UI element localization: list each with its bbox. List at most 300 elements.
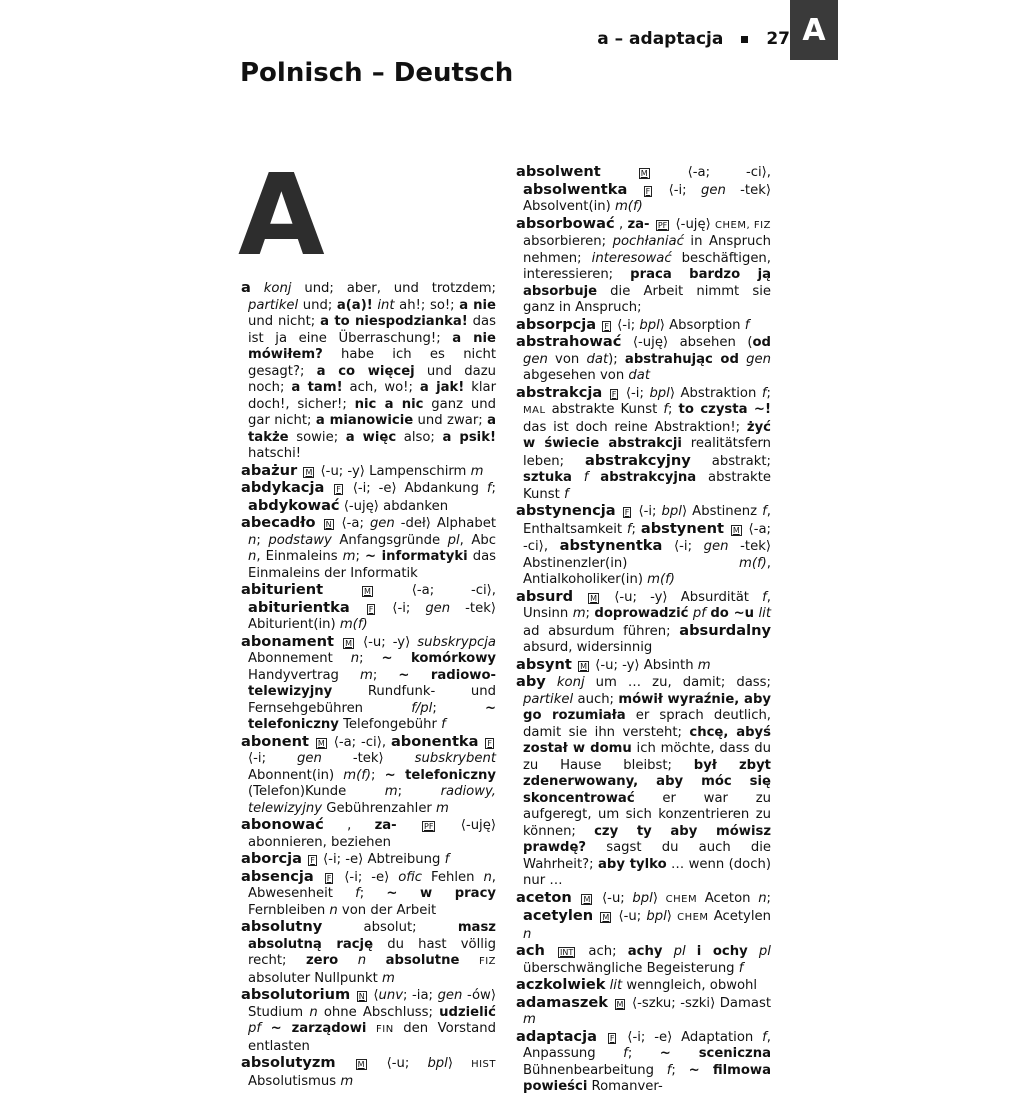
- gender-label: F: [336, 485, 341, 494]
- grammar-note: m: [436, 800, 449, 816]
- grammar-note: bpl: [639, 317, 660, 333]
- definition-text: die Arbeit nimmt sie ganz in Anspruch;: [523, 283, 771, 315]
- dictionary-entry: [516, 1029, 771, 1096]
- grammar-note: f: [626, 521, 632, 537]
- grammar-note: pl: [447, 532, 460, 548]
- definition-text: du hast völlig recht;: [248, 936, 496, 968]
- sub-headword: absolwentka: [523, 180, 628, 198]
- definition-text: ;: [359, 651, 382, 666]
- definition-text: [627, 183, 641, 198]
- definition-text: , Antialkoholiker(in): [523, 555, 771, 587]
- definition-text: das ist ja eine Überraschung!;: [248, 314, 496, 346]
- sub-headword: abstrakcyjny: [585, 451, 691, 469]
- page-title: Polnisch – Deutsch: [240, 58, 514, 88]
- dictionary-entry: [241, 480, 496, 515]
- definition-text: ⟨-uję⟩ absehen (: [632, 335, 753, 350]
- definition-text: ⟨-uję⟩ abonnieren, beziehen: [248, 818, 496, 850]
- grammar-note: gen: [297, 751, 322, 766]
- headword: ach: [516, 942, 545, 959]
- phrase: a także: [248, 413, 496, 445]
- definition-text: ⟨-i;: [377, 600, 426, 616]
- gender-label: F: [326, 873, 332, 883]
- grammar-note: bpl: [649, 385, 670, 401]
- phrase: ~ telefoniczny: [384, 767, 497, 783]
- phrase: mówił wyraźnie, aby go rozumiała: [523, 691, 771, 723]
- definition-text: ⟨-u;: [594, 890, 633, 906]
- definition-text: absoluter Nullpunkt: [248, 970, 382, 986]
- grammar-note: pl: [673, 944, 686, 959]
- definition-text: [593, 909, 598, 924]
- phrase: a nie mówiłem?: [248, 330, 497, 362]
- phrase: praca bardzo ją absorbuje: [523, 267, 772, 299]
- definition-text: ⟨-i; -e⟩: [335, 869, 399, 885]
- grammar-note: f: [563, 486, 569, 502]
- definition-text: ; -ia;: [403, 988, 438, 1003]
- definition-text: ⟨-u;: [368, 1056, 428, 1071]
- phrase: za-: [627, 216, 650, 232]
- grammar-note: m(f): [343, 767, 372, 783]
- definition-text: Bühnenbearbeitung: [523, 1062, 667, 1078]
- dictionary-entry: [516, 674, 771, 890]
- definition-text: absurd, widersinnig: [523, 640, 653, 655]
- gender-label: INT: [560, 948, 574, 957]
- grammar-note: m(f): [739, 555, 767, 571]
- headword: absencja: [241, 867, 314, 885]
- definition-text: Handyvertrag: [248, 667, 360, 683]
- definition-text: [478, 735, 483, 750]
- definition-text: abstrakte Kunst: [545, 402, 664, 417]
- phrase: a co więcej: [316, 363, 415, 379]
- definition-text: Romanver-: [587, 1079, 663, 1094]
- grammar-note: m: [340, 1073, 354, 1089]
- definition-text: ohne Abschluss;: [317, 1004, 440, 1020]
- dictionary-entry: [241, 817, 496, 851]
- definition-text: ⟨-a; -ci⟩,: [651, 165, 771, 180]
- headword: absurd: [516, 587, 574, 605]
- phrase: a nie: [459, 297, 496, 313]
- phrase: a(a)!: [336, 297, 373, 313]
- grammar-note: bpl: [632, 890, 653, 906]
- gender-label: PF: [657, 220, 668, 230]
- headword: absolutorium: [241, 986, 351, 1003]
- dictionary-entry: [241, 1055, 496, 1090]
- definition-text: ad absurdum führen;: [523, 623, 680, 639]
- page-number: 27: [766, 29, 790, 49]
- grammar-note: ofic: [398, 869, 423, 885]
- definition-text: ⟨-u; -y⟩: [355, 634, 418, 650]
- phrase: abstrakcyjna: [600, 470, 697, 485]
- definition-text: ⟨-i; -e⟩ Adaptation: [618, 1029, 763, 1045]
- definition-text: den Vorstand entlasten: [248, 1021, 496, 1054]
- definition-text: ⟩ Absorption: [659, 317, 745, 333]
- definition-text: überschwängliche Begeisterung: [523, 960, 739, 976]
- grammar-note: partikel: [248, 297, 299, 313]
- grammar-note: bpl: [646, 909, 667, 924]
- definition-text: und; aber, und trotzdem;: [291, 281, 496, 296]
- phrase: za-: [374, 818, 397, 833]
- definition-text: ;: [585, 606, 595, 621]
- headword: abstrahować: [516, 333, 622, 350]
- phrase: a jak!: [419, 380, 465, 395]
- definition-text: -tek⟩ Abstinenzler(in): [523, 539, 771, 571]
- gender-label: F: [624, 508, 630, 517]
- sub-headword: absurdalny: [679, 621, 771, 639]
- definition-text: -deł⟩ Alphabet: [394, 516, 497, 531]
- dictionary-entry: [241, 515, 496, 582]
- grammar-note: unv: [378, 988, 404, 1003]
- gender-label: M: [357, 1060, 365, 1069]
- grammar-note: lit: [609, 978, 623, 993]
- definition-text: Gebührenzahler: [322, 800, 437, 816]
- gender-label: M: [305, 467, 313, 477]
- definition-text: Acetylen: [708, 909, 771, 924]
- definition-text: [366, 1021, 376, 1036]
- definition-text: ganz und gar nicht;: [248, 396, 496, 428]
- definition-text: ⟩: [447, 1056, 472, 1071]
- definition-text: , Einmaleins: [256, 549, 343, 564]
- definition-text: habe ich es nicht gesagt?;: [248, 347, 496, 379]
- gender-label: M: [590, 593, 598, 603]
- definition-text: ⟨-i;: [620, 385, 650, 401]
- domain-label: HIST: [471, 1059, 496, 1070]
- grammar-note: subskrybent: [414, 751, 496, 766]
- definition-text: [572, 470, 584, 485]
- definition-text: das ist doch reine Abstraktion!;: [523, 419, 747, 435]
- definition-text: also;: [396, 429, 443, 445]
- definition-text: [662, 944, 673, 959]
- definition-text: ⟨-i;: [662, 539, 704, 554]
- definition-text: ⟨-i;: [633, 504, 662, 519]
- headword: aczkolwiek: [516, 976, 606, 993]
- definition-text: beschäftigen, interessieren;: [523, 250, 771, 282]
- definition-text: ⟩: [652, 890, 666, 906]
- definition-text: absorbieren;: [523, 234, 613, 249]
- grammar-note: m(f): [647, 572, 675, 587]
- headword: aceton: [516, 888, 572, 906]
- grammar-note: f/pl: [411, 700, 433, 716]
- definition-text: ;: [631, 521, 641, 537]
- gender-label: M: [345, 638, 352, 648]
- definition-text: abstrakt;: [690, 453, 771, 469]
- sub-headword: abiturientka: [248, 598, 350, 616]
- dictionary-entry: [516, 943, 771, 977]
- definition-text: , Abwesenheit: [248, 869, 496, 901]
- definition-text: ;: [355, 549, 366, 564]
- section-letter: A: [238, 151, 325, 281]
- grammar-note: gen: [523, 351, 548, 367]
- phrase: ~ sceniczna: [659, 1046, 771, 1061]
- headword: absolwent: [516, 163, 601, 180]
- definition-text: [724, 522, 729, 537]
- gender-label: F: [310, 856, 315, 865]
- domain-label: MAL: [523, 405, 546, 416]
- grammar-note: podstawy: [268, 532, 332, 548]
- phrase: zero: [306, 953, 339, 968]
- grammar-note: gen: [437, 988, 463, 1003]
- grammar-note: f: [441, 717, 446, 732]
- definition-text: Aceton: [697, 890, 759, 906]
- phrase: chcę, abyś został w domu: [523, 724, 771, 756]
- definition-text: ⟨-u; -y⟩ Absinth: [590, 657, 698, 673]
- gender-label: F: [604, 321, 609, 331]
- dictionary-entry: [241, 463, 496, 481]
- phrase: a więc: [345, 429, 397, 445]
- headword: abonent: [241, 732, 309, 750]
- gender-label: M: [583, 894, 591, 904]
- grammar-note: m: [381, 970, 395, 986]
- definition-text: und zwar;: [413, 413, 488, 428]
- definition-text: von: [547, 351, 587, 367]
- dictionary-entry: [516, 334, 771, 385]
- phrase: ~ telefoniczny: [248, 700, 496, 732]
- definition-text: ⟨-a; -ci⟩,: [523, 521, 771, 554]
- headword: abstrakcja: [516, 383, 603, 401]
- sub-headword: acetylen: [523, 907, 594, 924]
- grammar-note: n: [523, 926, 532, 942]
- definition-text: das Einmaleins der Informatik: [248, 549, 497, 581]
- headword: absorbować: [516, 214, 615, 232]
- gender-label: M: [363, 587, 371, 596]
- definition-text: ⟨-a; -ci⟩,: [328, 734, 391, 750]
- gender-label: F: [609, 1033, 615, 1043]
- definition-text: ⟨-uję⟩: [671, 216, 716, 232]
- definition-text: ⟨-uję⟩ abdanken: [339, 498, 449, 514]
- gender-label: M: [616, 999, 624, 1009]
- definition-text: hatschi!: [248, 446, 302, 461]
- domain-label: FIN: [376, 1024, 394, 1035]
- right-column: [516, 164, 771, 1096]
- gender-label: F: [368, 604, 374, 614]
- definition-text: realitätsfern leben;: [523, 436, 771, 469]
- grammar-note: radiowy, telewizyjny: [248, 784, 496, 816]
- definition-text: -tek⟩ Absolvent(in): [523, 182, 771, 214]
- definition-text: ich möchte, dass du zu Hause bleibst;: [523, 741, 771, 773]
- grammar-note: m: [342, 549, 356, 564]
- grammar-note: f: [762, 1029, 767, 1045]
- gender-label: M: [317, 738, 325, 748]
- dictionary-entry: [241, 582, 496, 634]
- definition-text: wenngleich, obwohl: [622, 978, 758, 993]
- dictionary-entry: [516, 657, 771, 675]
- domain-label: CHEM: [677, 912, 709, 923]
- definition-text: ,: [347, 818, 375, 833]
- grammar-note: gen: [425, 600, 451, 616]
- grammar-note: f: [744, 317, 750, 333]
- sub-headword: abonentka: [390, 732, 479, 750]
- definition-text: ⟨-i; -e⟩ Abtreibung: [318, 852, 445, 867]
- running-header: [560, 24, 790, 54]
- definition-text: Abonnent(in): [248, 767, 344, 783]
- definition-text: ⟨-u; -y⟩ Lampenschirm: [316, 463, 471, 479]
- definition-text: -tek⟩ Abiturient(in): [248, 600, 496, 632]
- sub-headword: abdykować: [248, 496, 340, 514]
- gender-label: PF: [424, 822, 434, 831]
- dictionary-entry: [516, 890, 771, 944]
- phrase: ~ komórkowy: [381, 651, 496, 666]
- grammar-note: f: [738, 960, 744, 976]
- dictionary-entry: [241, 634, 496, 734]
- definition-text: ⟨-a;: [335, 516, 370, 531]
- headword: abecadło: [241, 514, 316, 531]
- grammar-note: int: [377, 297, 395, 313]
- grammar-note: subskrypcja: [417, 634, 496, 650]
- definition-text: [588, 470, 600, 485]
- phrase: do ~u: [710, 606, 755, 621]
- definition-text: ach;: [577, 944, 628, 959]
- grammar-note: f: [761, 385, 767, 401]
- definition-text: [686, 944, 697, 959]
- definition-text: [748, 944, 759, 959]
- grammar-note: f: [444, 852, 450, 867]
- definition-text: Anfangsgründe: [331, 532, 448, 548]
- definition-text: sowie;: [288, 429, 346, 445]
- thumb-index-tab: A: [790, 0, 838, 60]
- grammar-note: konj: [556, 675, 585, 690]
- headword: absolutyzm: [241, 1054, 336, 1071]
- definition-text: ;: [671, 1062, 689, 1078]
- definition-text: um … zu, damit; dass;: [584, 675, 771, 690]
- grammar-note: interesować: [591, 250, 672, 266]
- page-range: a – adaptacja: [597, 29, 724, 49]
- definition-text: er war zu aufgeregt, um sich konzentrieren zu können;: [523, 790, 771, 839]
- dictionary-entry: [516, 216, 771, 317]
- definition-text: [397, 818, 420, 833]
- definition-text: ⟨-a; -ci⟩,: [374, 583, 496, 598]
- definition-text: , Abc: [459, 532, 496, 548]
- grammar-note: gen: [700, 182, 726, 198]
- definition-text: in Anspruch nehmen;: [523, 234, 772, 266]
- phrase: i ochy: [696, 944, 748, 959]
- definition-text: ⟨-u;: [613, 909, 647, 924]
- definition-text: auch;: [573, 691, 619, 707]
- grammar-note: m: [384, 784, 398, 799]
- dictionary-entry: [516, 995, 771, 1029]
- definition-text: ;: [627, 1046, 660, 1061]
- grammar-note: f: [355, 886, 360, 901]
- grammar-note: n: [309, 1004, 318, 1020]
- definition-text: ;: [397, 784, 441, 799]
- definition-text: abstrakte Kunst: [523, 470, 771, 502]
- phrase: a psik!: [442, 429, 496, 445]
- grammar-note: m: [470, 463, 484, 479]
- dictionary-entry: [241, 734, 496, 818]
- definition-text: -ów⟩ Studium: [248, 988, 496, 1020]
- definition-text: ⟨-i;: [654, 182, 701, 198]
- dictionary-entry: [241, 280, 496, 463]
- grammar-note: m(f): [614, 199, 643, 214]
- grammar-note: n: [248, 549, 257, 564]
- dictionary-entry: [241, 919, 496, 987]
- headword: abonować: [241, 816, 324, 833]
- definition-text: [261, 1021, 271, 1036]
- phrase: aby tylko: [597, 856, 667, 872]
- definition-text: Rundfunk- und Fernsehgebühren: [248, 684, 496, 716]
- definition-text: ;: [766, 385, 771, 401]
- dictionary-entry: [516, 977, 771, 995]
- grammar-note: n: [329, 902, 338, 918]
- definition-text: ;: [256, 532, 269, 548]
- sub-headword: abstynent: [640, 519, 724, 537]
- definition-text: und dazu noch;: [248, 363, 496, 395]
- definition-text: ⟨-i;: [248, 751, 297, 766]
- grammar-note: n: [758, 890, 767, 906]
- grammar-note: n: [357, 953, 367, 968]
- phrase: to czysta ~!: [678, 402, 771, 417]
- phrase: masz absolutną rację: [248, 920, 496, 952]
- definition-text: klar doch!, sicher!;: [248, 380, 497, 412]
- definition-text: -tek⟩: [321, 751, 415, 766]
- definition-text: ah!; so!;: [394, 297, 460, 313]
- phrase: ~ informatyki: [365, 549, 468, 564]
- grammar-note: f: [583, 470, 589, 485]
- headword: a: [241, 279, 251, 296]
- dictionary-entry: [241, 987, 496, 1055]
- grammar-note: pf: [692, 606, 706, 621]
- grammar-note: lit: [758, 606, 771, 621]
- grammar-note: f: [486, 481, 492, 496]
- definition-text: ,: [618, 216, 628, 232]
- phrase: achy: [627, 944, 663, 959]
- definition-text: ⟩ Abstinenz: [681, 504, 763, 519]
- headword: abonament: [241, 632, 335, 650]
- definition-text: ⟨-i; -e⟩ Abdankung: [344, 481, 487, 496]
- definition-text: Fernbleiben: [248, 902, 330, 918]
- phrase: udzielić: [439, 1004, 496, 1020]
- phrase: sztuka: [523, 470, 572, 485]
- definition-text: ;: [372, 667, 399, 683]
- dictionary-entry: [241, 851, 496, 869]
- phrase: a to niespodzianka!: [320, 314, 468, 329]
- grammar-note: pf: [248, 1021, 262, 1036]
- phrase: ~ radiowo-telewizyjny: [248, 667, 497, 699]
- definition-text: ;: [359, 886, 387, 901]
- definition-text: ;: [766, 890, 771, 906]
- headword: adamaszek: [516, 993, 608, 1011]
- phrase: czy ty aby mówisz prawdę?: [523, 823, 771, 855]
- grammar-note: m: [523, 1012, 536, 1027]
- gender-label: M: [602, 913, 610, 922]
- grammar-note: n: [248, 532, 257, 548]
- definition-text: [366, 953, 386, 968]
- grammar-note: gen: [369, 516, 395, 531]
- domain-label: CHEM, FIZ: [715, 219, 771, 231]
- grammar-note: m: [572, 606, 586, 621]
- definition-text: , Anpassung: [523, 1029, 771, 1061]
- phrase: był zbyt zdenerwowany, aby móc się skoncentrować: [523, 757, 771, 806]
- grammar-note: f: [762, 504, 767, 519]
- headword: abiturient: [241, 581, 324, 598]
- phrase: ~ zarządowi: [270, 1021, 367, 1036]
- definition-text: ⟩: [666, 909, 678, 924]
- grammar-note: dat: [628, 368, 650, 383]
- phrase: ~ w pracy: [386, 886, 496, 901]
- definition-text: ;: [491, 481, 496, 496]
- definition-text: Abonnement: [248, 651, 351, 666]
- phrase: ~ filmowa powieści: [523, 1062, 771, 1094]
- definition-text: von der Arbeit: [337, 902, 437, 918]
- grammar-note: n: [483, 869, 492, 885]
- dictionary-entry: [516, 317, 771, 335]
- definition-text: [338, 953, 358, 968]
- definition-text: [650, 217, 654, 232]
- definition-text: abgesehen von: [523, 368, 629, 383]
- headword: adaptacja: [516, 1027, 597, 1045]
- gender-label: M: [580, 661, 587, 671]
- gender-label: M: [732, 525, 740, 535]
- phrase: doprowadzić: [594, 606, 689, 621]
- definition-text: ;: [668, 402, 679, 417]
- definition-text: und;: [298, 297, 337, 313]
